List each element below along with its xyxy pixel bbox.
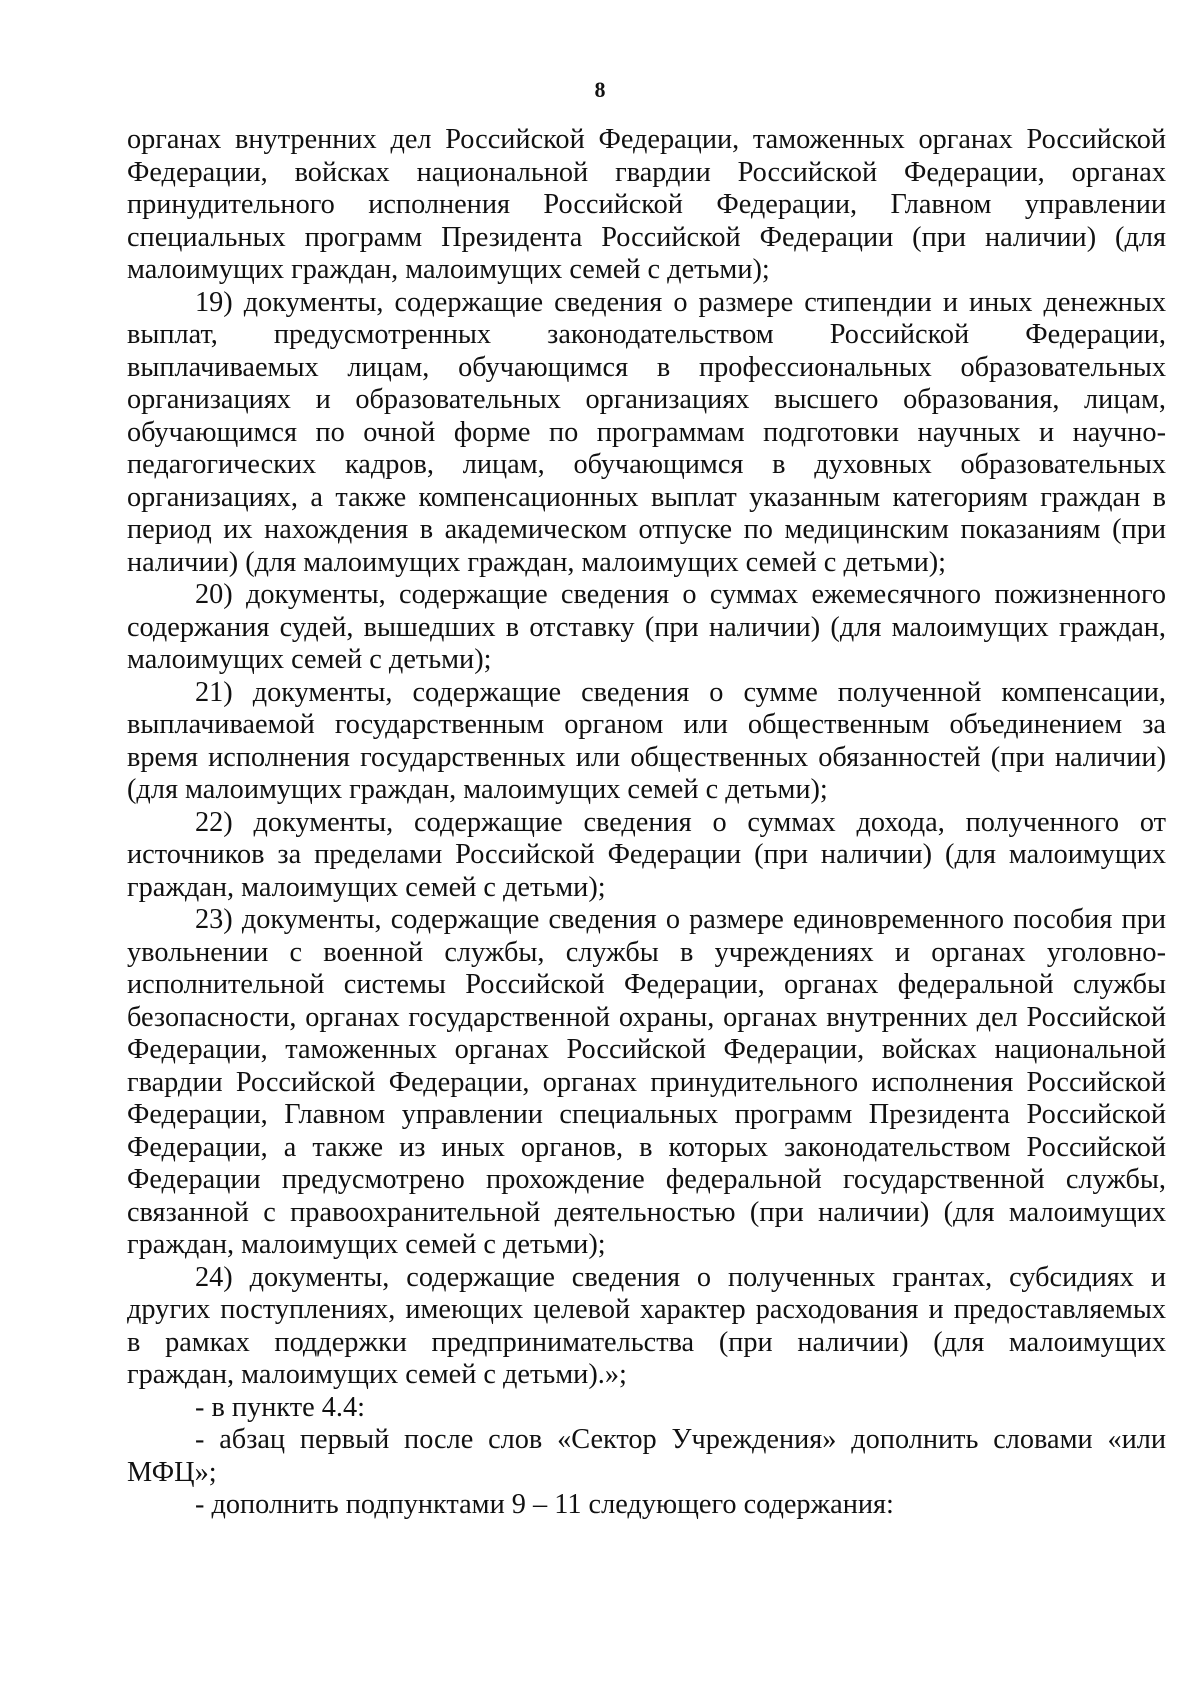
- text-line: Федерации, Главном управлении специальных программ Президента Российской: [127, 1099, 1166, 1130]
- text-line: выплат, предусмотренных законодательством Российской Федерации,: [127, 319, 1166, 350]
- text-line: принудительного исполнения Российской Федерации, Главном управлении: [127, 189, 1166, 220]
- text-line: время исполнения государственных или общественных обязанностей (при наличии): [127, 741, 1166, 773]
- text-line: Федерации, таможенных органах Российской Федерации, войсках национальной: [127, 1034, 1166, 1065]
- text-line: наличии) (для малоимущих граждан, малоимущих семей с детьми);: [127, 546, 947, 578]
- text-line: обучающимся по очной форме по программам подготовки научных и научно-: [127, 416, 1166, 448]
- text-line: 21) документы, содержащие сведения о сумме полученной компенсации,: [195, 676, 1166, 708]
- text-line: период их нахождения в академическом отпуске по медицинским показаниям (при: [127, 514, 1166, 545]
- text-line: источников за пределами Российской Федерации (при наличии) (для малоимущих: [127, 839, 1166, 870]
- text-line: выплачиваемых лицам, обучающимся в профессиональных образовательных: [127, 351, 1166, 383]
- text-line: других поступлениях, имеющих целевой характер расходования и предоставляемых: [127, 1294, 1166, 1325]
- text-line: - в пункте 4.4:: [195, 1391, 365, 1423]
- text-line: 23) документы, содержащие сведения о размере единовременного пособия при: [195, 904, 1166, 935]
- text-line: организациях, а также компенсационных выплат указанным категориям граждан в: [127, 481, 1166, 513]
- text-line: специальных программ Президента Российской Федерации (при наличии) (для: [127, 221, 1166, 253]
- text-line: 22) документы, содержащие сведения о суммах дохода, полученного от: [195, 806, 1166, 838]
- document-body: [127, 124, 1166, 1522]
- page-number: 8: [594, 77, 606, 102]
- text-line: исполнительной системы Российской Федерации, органах федеральной службы: [127, 969, 1166, 1000]
- text-line: педагогических кадров, лицам, обучающимся в духовных образовательных: [127, 449, 1166, 480]
- text-line: - дополнить подпунктами 9 – 11 следующего содержания:: [195, 1489, 894, 1520]
- text-line: 24) документы, содержащие сведения о полученных грантах, субсидиях и: [195, 1261, 1166, 1293]
- text-line: граждан, малоимущих семей с детьми);: [127, 1229, 606, 1260]
- text-line: граждан, малоимущих семей с детьми).»;: [127, 1359, 627, 1390]
- text-line: в рамках поддержки предпринимательства (при наличии) (для малоимущих: [127, 1326, 1166, 1358]
- text-line: (для малоимущих граждан, малоимущих семей с детьми);: [127, 774, 828, 805]
- text-line: Федерации, а также из иных органов, в которых законодательством Российской: [127, 1131, 1166, 1163]
- text-line: органах внутренних дел Российской Федерации, таможенных органах Российской: [127, 124, 1166, 155]
- text-line: Федерации предусмотрено прохождение федеральной государственной службы,: [127, 1164, 1166, 1195]
- text-line: граждан, малоимущих семей с детьми);: [127, 871, 606, 903]
- text-line: малоимущих граждан, малоимущих семей с детьми);: [127, 254, 770, 285]
- text-line: выплачиваемой государственным органом или общественным объединением за: [127, 709, 1166, 740]
- text-line: организациях и образовательных организациях высшего образования, лицам,: [127, 384, 1166, 415]
- text-line: малоимущих семей с детьми);: [127, 644, 492, 675]
- text-line: Федерации, войсках национальной гвардии Российской Федерации, органах: [127, 156, 1166, 188]
- text-line: 20) документы, содержащие сведения о суммах ежемесячного пожизненного: [195, 579, 1166, 610]
- text-line: увольнении с военной службы, службы в учреждениях и органах уголовно-: [127, 936, 1166, 968]
- text-line: - абзац первый после слов «Сектор Учреждения» дополнить словами «или: [195, 1424, 1166, 1455]
- text-line: содержания судей, вышедших в отставку (при наличии) (для малоимущих граждан,: [127, 611, 1166, 643]
- text-line: гвардии Российской Федерации, органах принудительного исполнения Российской: [127, 1066, 1166, 1098]
- text-line: 19) документы, содержащие сведения о размере стипендии и иных денежных: [195, 286, 1166, 318]
- text-line: безопасности, органах государственной охраны, органах внутренних дел Российской: [127, 1001, 1166, 1033]
- text-line: связанной с правоохранительной деятельностью (при наличии) (для малоимущих: [127, 1196, 1166, 1228]
- text-line: МФЦ»;: [127, 1456, 217, 1488]
